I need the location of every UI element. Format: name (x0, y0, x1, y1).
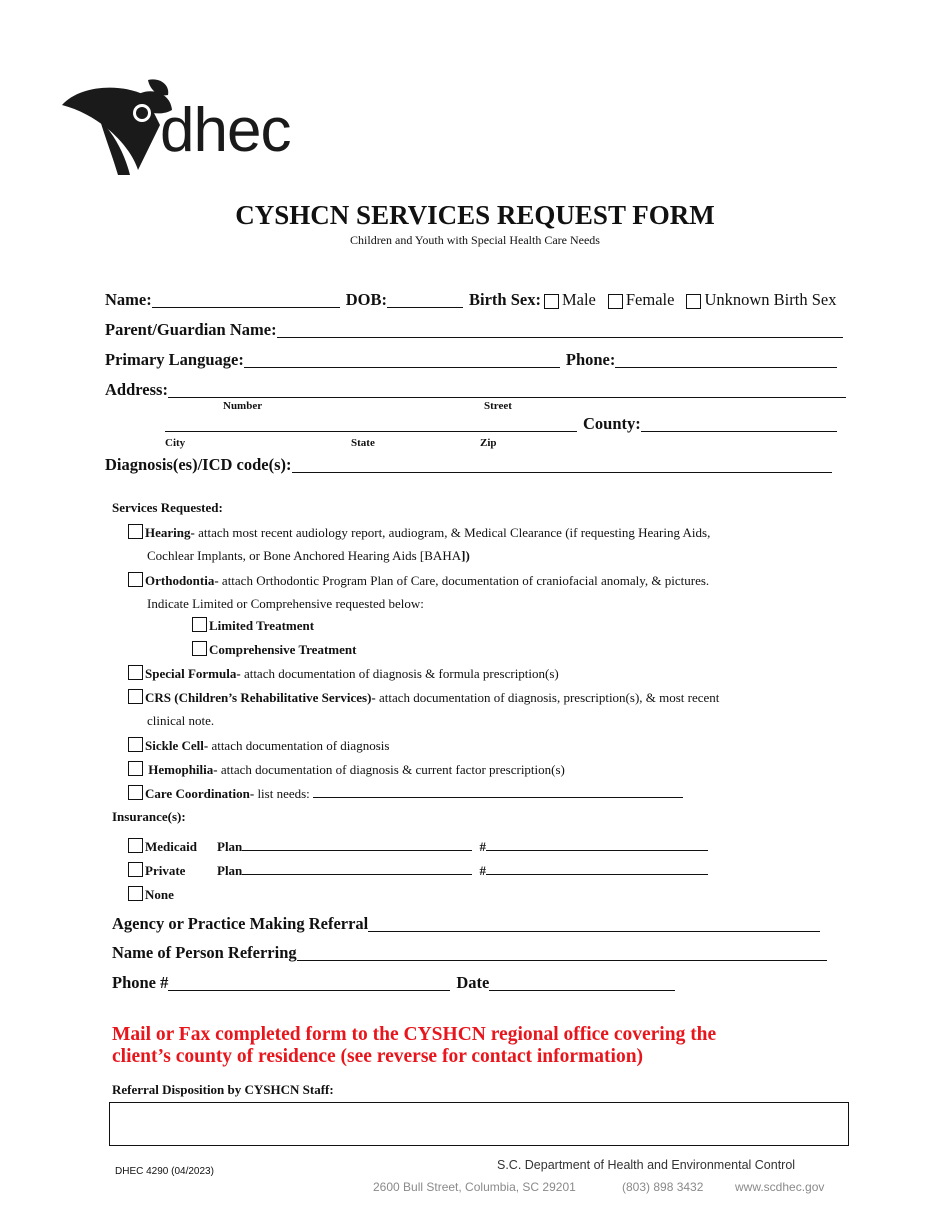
unknown-sex-checkbox[interactable] (686, 294, 701, 309)
male-label: Male (561, 290, 596, 309)
hemophilia-text: attach documentation of diagnosis & current factor prescription(s) (217, 762, 565, 777)
crs-item (128, 689, 719, 706)
medicaid-label: Medicaid (145, 839, 197, 854)
phone-field[interactable] (615, 353, 837, 368)
private-item (128, 862, 708, 879)
phone-label: Phone: (565, 350, 616, 369)
formula-item (128, 665, 559, 682)
unknown-sex-label: Unknown Birth Sex (704, 290, 837, 309)
referral-date-field[interactable] (489, 976, 675, 991)
diagnosis-label: Diagnosis(es)/ICD code(s): (105, 455, 292, 474)
hearing-text: attach most recent audiology report, audiogram, & Medical Clearance (if requesting Hearing Aids, (194, 525, 711, 540)
private-plan-field[interactable] (242, 864, 472, 875)
private-checkbox[interactable] (128, 862, 143, 877)
sickle-item (128, 737, 389, 754)
medicaid-checkbox[interactable] (128, 838, 143, 853)
hearing-text-cont (147, 548, 470, 564)
ortho-item (128, 572, 709, 589)
footer-phone: (803) 898 3432 (622, 1180, 704, 1194)
referrer-row (112, 943, 827, 963)
hearing-close: ]) (461, 548, 470, 563)
street-label: Street (484, 400, 512, 412)
language-field[interactable] (244, 353, 560, 368)
crs-checkbox[interactable] (128, 689, 143, 704)
county-field[interactable] (641, 417, 837, 432)
name-field[interactable] (152, 293, 340, 308)
medicaid-number-field[interactable] (486, 840, 708, 851)
formula-text: attach documentation of diagnosis & formula prescription(s) (240, 666, 559, 681)
form-subtitle: Children and Youth with Special Health Care Needs (350, 233, 600, 247)
medicaid-plan-label: Plan (217, 839, 243, 854)
care-text: list needs: (254, 786, 314, 801)
name-row (105, 290, 836, 310)
referral-date-label: Date (456, 973, 490, 992)
none-label: None (145, 887, 174, 902)
hemophilia-item (128, 761, 565, 778)
ortho-text: attach Orthodontic Program Plan of Care, documentation of craniofacial anomaly, & pictures. (218, 573, 710, 588)
limited-item (192, 617, 314, 634)
limited-checkbox[interactable] (192, 617, 207, 632)
form-title: CYSHCN SERVICES REQUEST FORM (235, 200, 715, 230)
services-heading: Services Requested: (112, 500, 223, 515)
private-label: Private (145, 863, 186, 878)
diagnosis-field[interactable] (292, 458, 832, 473)
notice-line-2: client’s county of residence (see reverse for contact information) (112, 1046, 644, 1067)
dob-field[interactable] (387, 293, 463, 308)
ortho-indicate: Indicate Limited or Comprehensive requested below: (147, 596, 424, 611)
address-row (105, 380, 846, 400)
footer-address: 2600 Bull Street, Columbia, SC 29201 (373, 1180, 576, 1194)
none-checkbox[interactable] (128, 886, 143, 901)
care-item (128, 785, 683, 802)
care-checkbox[interactable] (128, 785, 143, 800)
referral-phone-row (112, 973, 675, 993)
birth-sex-label: Birth Sex: (468, 290, 541, 309)
logo-text: dhec (160, 96, 291, 165)
state-label: State (351, 437, 375, 449)
guardian-field[interactable] (277, 323, 843, 338)
private-plan-label: Plan (217, 863, 243, 878)
guardian-label: Parent/Guardian Name: (105, 320, 277, 339)
crs-text: attach documentation of diagnosis, prescription(s), & most recent (375, 690, 720, 705)
formula-checkbox[interactable] (128, 665, 143, 680)
form-id: DHEC 4290 (04/2023) (115, 1166, 214, 1177)
referrer-field[interactable] (297, 946, 827, 961)
hearing-checkbox[interactable] (128, 524, 143, 539)
referrer-label: Name of Person Referring (112, 943, 297, 962)
ortho-checkbox[interactable] (128, 572, 143, 587)
address-field[interactable] (168, 383, 846, 398)
language-label: Primary Language: (105, 350, 244, 369)
hemophilia-checkbox[interactable] (128, 761, 143, 776)
private-number-field[interactable] (486, 864, 708, 875)
agency-row (112, 914, 820, 934)
address-label: Address: (105, 380, 168, 399)
medicaid-hash-label: # (479, 839, 487, 854)
care-title: Care Coordination- (145, 786, 255, 801)
ortho-title: Orthodontia- (145, 573, 219, 588)
comprehensive-checkbox[interactable] (192, 641, 207, 656)
comprehensive-item (192, 641, 356, 658)
disposition-box[interactable] (109, 1102, 849, 1146)
zip-label: Zip (480, 437, 497, 449)
agency-label: Agency or Practice Making Referral (112, 914, 369, 933)
hemophilia-title: Hemophilia- (148, 762, 218, 777)
medicaid-plan-field[interactable] (242, 840, 472, 851)
referral-phone-label: Phone # (112, 973, 169, 992)
dob-label: DOB: (345, 290, 387, 309)
diagnosis-row (105, 455, 832, 475)
medicaid-item (128, 838, 708, 855)
formula-title: Special Formula- (145, 666, 241, 681)
female-label: Female (625, 290, 675, 309)
disposition-label: Referral Disposition by CYSHCN Staff: (112, 1082, 334, 1097)
insurance-heading: Insurance(s): (112, 809, 186, 824)
sickle-title: Sickle Cell- (145, 738, 209, 753)
crs-text-cont: clinical note. (147, 713, 215, 728)
female-checkbox[interactable] (608, 294, 623, 309)
city-row (165, 414, 837, 434)
referral-phone-field[interactable] (168, 976, 450, 991)
city-state-zip-field[interactable] (165, 417, 577, 432)
none-item (128, 886, 174, 903)
hearing-title: Hearing- (145, 525, 195, 540)
notice-line-1: Mail or Fax completed form to the CYSHCN regional office covering the (112, 1024, 717, 1045)
sickle-text: attach documentation of diagnosis (208, 738, 390, 753)
crs-title: CRS (Children’s Rehabilitative Services)- (145, 690, 376, 705)
footer-web: www.scdhec.gov (735, 1180, 825, 1194)
guardian-row (105, 320, 843, 340)
private-hash-label: # (479, 863, 487, 878)
footer-org: S.C. Department of Health and Environmental Control (497, 1158, 796, 1172)
sickle-checkbox[interactable] (128, 737, 143, 752)
number-label: Number (223, 400, 263, 412)
language-row (105, 350, 837, 370)
limited-label: Limited Treatment (209, 618, 315, 633)
comprehensive-label: Comprehensive Treatment (209, 642, 357, 657)
name-label: Name: (105, 290, 152, 309)
city-label: City (165, 437, 186, 449)
county-label: County: (583, 414, 641, 433)
male-checkbox[interactable] (544, 294, 559, 309)
agency-field[interactable] (368, 917, 820, 932)
care-needs-field[interactable] (313, 787, 683, 798)
hearing-text2: Cochlear Implants, or Bone Anchored Hearing Aids [BAHA (147, 548, 462, 563)
hearing-item (128, 524, 710, 541)
